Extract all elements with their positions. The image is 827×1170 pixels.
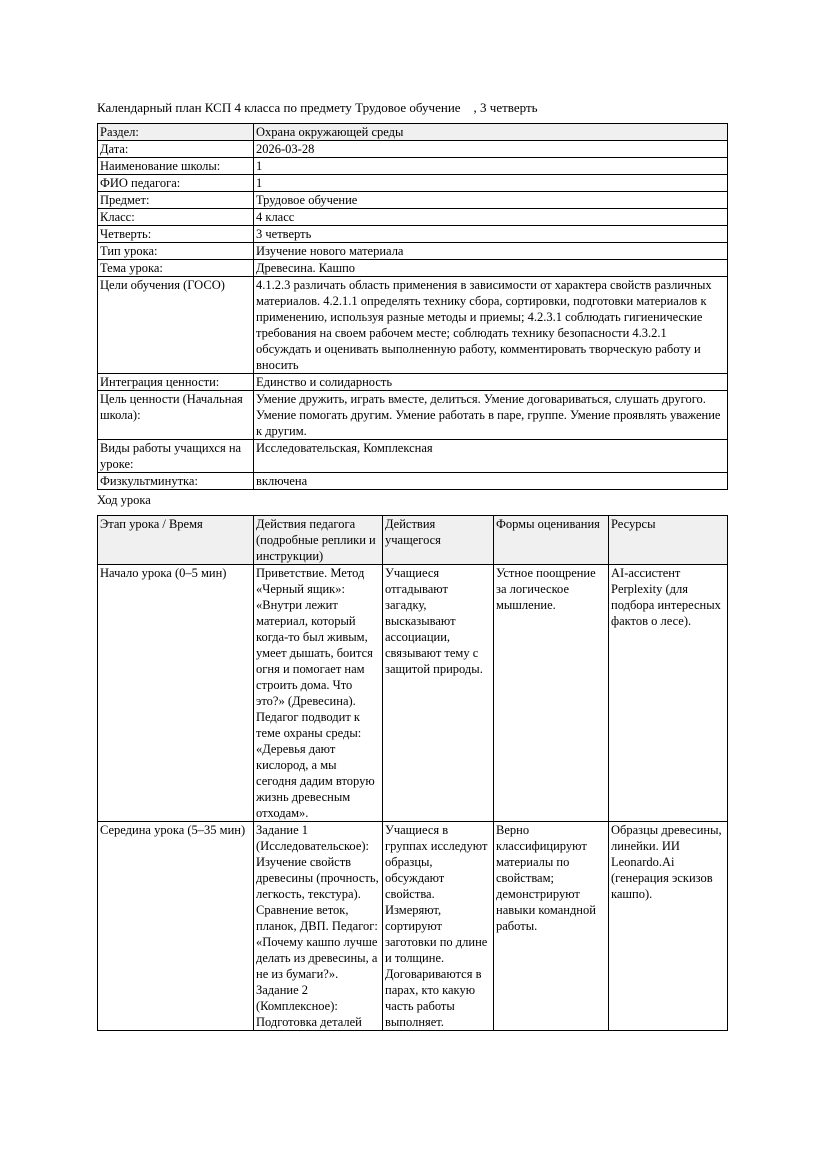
document-content (97, 100, 727, 1031)
table-row (98, 565, 728, 822)
info-label-cell: Раздел: (98, 124, 254, 141)
table-header-row (98, 516, 728, 565)
table-row (98, 243, 728, 260)
info-label-cell: Тема урока: (98, 260, 254, 277)
info-label-cell: ФИО педагога: (98, 175, 254, 192)
column-header-teacher-actions: Действия педагога (подробные реплики и инструкции) (254, 516, 383, 565)
table-row (98, 158, 728, 175)
info-value-cell: 1 (254, 175, 728, 192)
column-header-stage: Этап урока / Время (98, 516, 254, 565)
table-row (98, 192, 728, 209)
info-value-cell: Древесина. Кашпо (254, 260, 728, 277)
table-row (98, 440, 728, 473)
info-label-cell: Класс: (98, 209, 254, 226)
info-label-cell: Предмет: (98, 192, 254, 209)
info-label-cell: Наименование школы: (98, 158, 254, 175)
column-header-student-actions: Действия учащегося (383, 516, 494, 565)
column-header-assessment: Формы оценивания (494, 516, 609, 565)
info-value-cell: 4.1.2.3 различать область применения в зависимости от характера свойств различных материалов. 4.2.1.1 определять технику сбора, сортировки, подготовки материалов к применению, используя разные методы и приемы; 4.2.3.1 соблюдать гигиенические требования на своем рабочем месте; соблюдать технику безопасности 4.3.2.1 обсуждать и оценивать выполненную работу, комментировать творческую работу и вносить (254, 277, 728, 374)
table-row (98, 822, 728, 1031)
info-value-cell: Изучение нового материала (254, 243, 728, 260)
table-row (98, 226, 728, 243)
table-row (98, 374, 728, 391)
stage-cell: Начало урока (0–5 мин) (98, 565, 254, 822)
student-actions-cell: Учащиеся в группах исследуют образцы, обсуждают свойства. Измеряют, сортируют заготовки по длине и толщине. Договариваются в парах, кто какую часть работы выполняет. (383, 822, 494, 1031)
table-row (98, 260, 728, 277)
info-value-cell: Исследовательская, Комплексная (254, 440, 728, 473)
teacher-actions-cell: Задание 1 (Исследовательское): Изучение свойств древесины (прочность, легкость, текстура). Сравнение веток, планок, ДВП. Педагог: «Почему кашпо лучше делать из древесины, а не из бумаги?». Задание 2 (Комплексное): Подготовка деталей (254, 822, 383, 1031)
info-label-cell: Цели обучения (ГОСО) (98, 277, 254, 374)
table-row (98, 277, 728, 374)
info-label-cell: Тип урока: (98, 243, 254, 260)
table-row (98, 209, 728, 226)
info-value-cell: 3 четверть (254, 226, 728, 243)
table-row (98, 124, 728, 141)
table-row (98, 175, 728, 192)
column-header-resources: Ресурсы (609, 516, 728, 565)
assessment-cell: Верно классифицируют материалы по свойствам; демонстрируют навыки командной работы. (494, 822, 609, 1031)
info-label-cell: Виды работы учащихся на уроке: (98, 440, 254, 473)
info-value-cell: 1 (254, 158, 728, 175)
table-row (98, 141, 728, 158)
document-title: Календарный план КСП 4 класса по предмету Трудовое обучение , 3 четверть (97, 100, 538, 115)
info-label-cell: Физкультминутка: (98, 473, 254, 490)
table-row (98, 391, 728, 440)
student-actions-cell: Учащиеся отгадывают загадку, высказывают ассоциации, связывают тему с защитой природы. (383, 565, 494, 822)
table-row (98, 473, 728, 490)
section-heading-course-flow: Ход урока (97, 493, 151, 507)
info-label-cell: Дата: (98, 141, 254, 158)
info-value-cell: 4 класс (254, 209, 728, 226)
info-label-cell: Цель ценности (Начальная школа): (98, 391, 254, 440)
info-value-cell: Трудовое обучение (254, 192, 728, 209)
teacher-actions-cell: Приветствие. Метод «Черный ящик»: «Внутри лежит материал, который когда-то был живым, умеет дышать, боится огня и помогает нам строить дома. Что это?» (Древесина). Педагог подводит к теме охраны среды: «Деревья дают кислород, а мы сегодня дадим вторую жизнь древесным отходам». (254, 565, 383, 822)
info-value-cell: включена (254, 473, 728, 490)
info-value-cell: Охрана окружающей среды (254, 124, 728, 141)
info-label-cell: Интеграция ценности: (98, 374, 254, 391)
assessment-cell: Устное поощрение за логическое мышление. (494, 565, 609, 822)
resources-cell: Образцы древесины, линейки. ИИ Leonardo.Ai (генерация эскизов кашпо). (609, 822, 728, 1031)
info-value-cell: Единство и солидарность (254, 374, 728, 391)
resources-cell: AI-ассистент Perplexity (для подбора интересных фактов о лесе). (609, 565, 728, 822)
lesson-flow-table (97, 515, 728, 1031)
stage-cell: Середина урока (5–35 мин) (98, 822, 254, 1031)
info-label-cell: Четверть: (98, 226, 254, 243)
lesson-info-table (97, 123, 728, 490)
info-value-cell: Умение дружить, играть вместе, делиться. Умение договариваться, слушать другого. Умение помогать другим. Умение работать в паре, группе. Умение проявлять уважение к другим. (254, 391, 728, 440)
info-value-cell: 2026-03-28 (254, 141, 728, 158)
